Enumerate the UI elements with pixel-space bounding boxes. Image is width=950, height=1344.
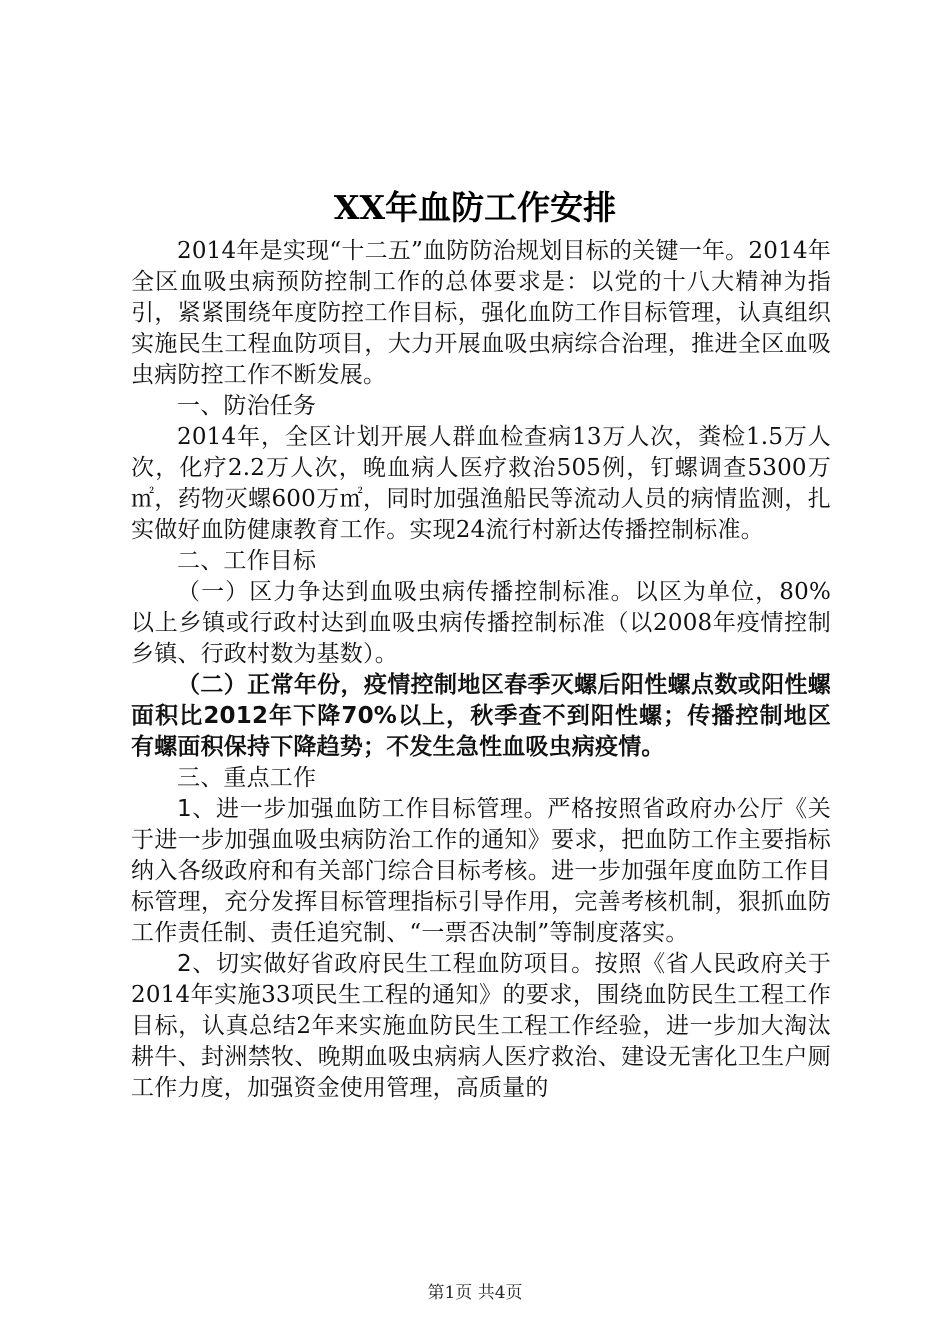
- key-work-item-1-text: 严格按照省政府办公厅《关于进一步加强血吸虫病防治工作的通知》要求，把血防工作主要指标纳入各级政府和有关部门综合目标考核。进一步加强年度血防工作目标管理，充分发挥目标管理指标引导作用，完善考核机制，狠抓血防工作责任制、责任追究制、“一票否决制”等制度落实。: [131, 796, 831, 946]
- tasks-paragraph: 2014年，全区计划开展人群血检查病13万人次，粪检1.5万人次，化疗2.2万人次，晚血病人医疗救治505例，钉螺调查5300万㎡，药物灭螺600万㎡，同时加强渔船民等流动人员的病情监测，扎实做好血防健康教育工作。实现24流行村新达传播控制标准。: [131, 424, 831, 543]
- page-footer: 第1页 共4页: [427, 1283, 523, 1303]
- key-work-item-1-lead: 1、进一步加强血防工作目标管理。: [177, 796, 548, 822]
- key-work-item-2-text: 按照《省人民政府关于2014年实施33项民生工程的通知》的要求，围绕血防民生工程工作目标，认真总结2年来实施血防民生工程工作经验，进一步加大淘汰耕牛、封洲禁牧、晚期血吸虫病病人医疗救治、建设无害化卫生户厕工作力度，加强资金使用管理，高质量的: [131, 951, 832, 1101]
- section-heading-goals: 二、工作目标: [177, 548, 317, 574]
- key-work-item-1: [131, 794, 831, 949]
- goal-item-1-lead: （一）区力争达到血吸虫病传播控制标准。: [177, 579, 635, 605]
- key-work-item-2-lead: 2、切实做好省政府民生工程血防项目。: [177, 951, 595, 977]
- document-title: XX年血防工作安排: [333, 188, 617, 227]
- document-body: [131, 236, 831, 1104]
- goal-item-1: [131, 577, 831, 670]
- section-heading-key-work: 三、重点工作: [177, 765, 317, 791]
- intro-paragraph: 2014年是实现“十二五”血防防治规划目标的关键一年。2014年全区血吸虫病预防控制工作的总体要求是：以党的十八大精神为指引，紧紧围绕年度防控工作目标，强化血防工作目标管理，认真组织实施民生工程血防项目，大力开展血吸虫病综合治理，推进全区血吸虫病防控工作不断发展。: [131, 238, 831, 388]
- goal-item-2: （二）正常年份，疫情控制地区春季灭螺后阳性螺点数或阳性螺面积比2012年下降70%以上，秋季查不到阳性螺；传播控制地区有螺面积保持下降趋势；不发生急性血吸虫病疫情。: [131, 672, 831, 760]
- goal-item-1-text: 以区为单位，80%以上乡镇或行政村达到血吸虫病传播控制标准（以2008年疫情控制乡镇、行政村数为基数）。: [131, 579, 831, 667]
- section-heading-tasks: 一、防治任务: [177, 393, 317, 419]
- key-work-item-2: [131, 949, 831, 1104]
